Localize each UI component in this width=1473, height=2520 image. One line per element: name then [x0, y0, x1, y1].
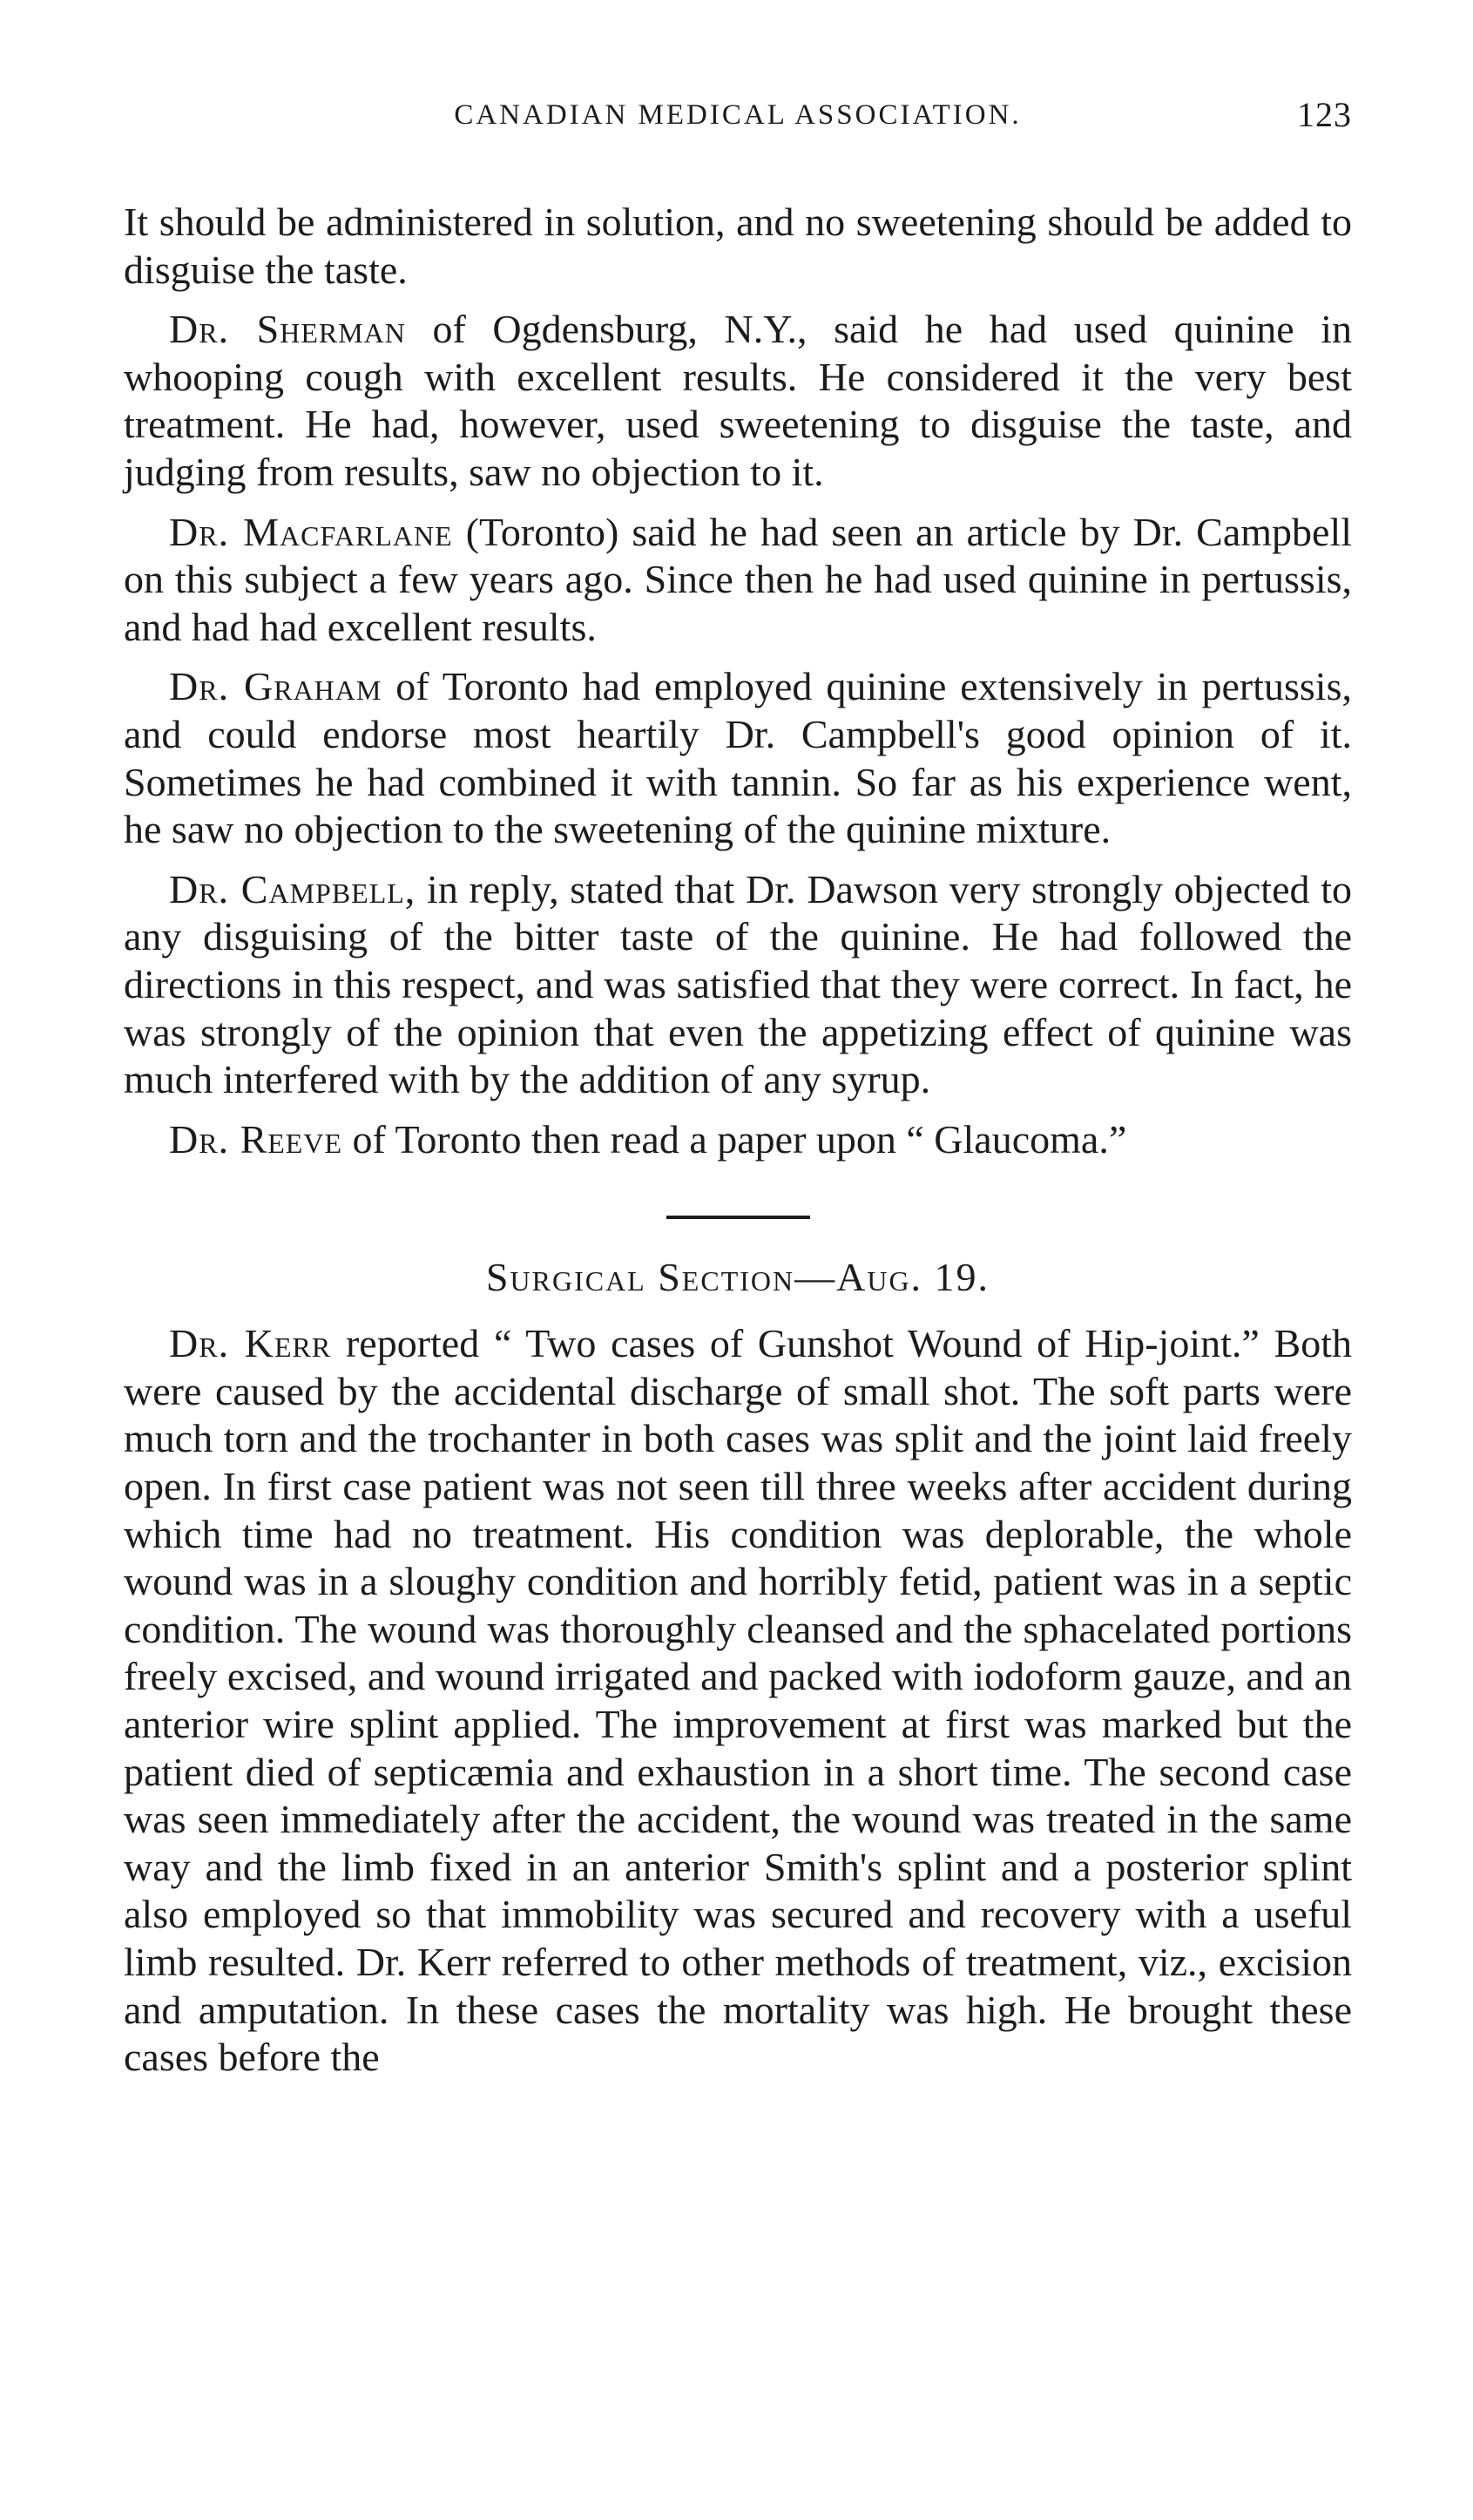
- speaker-name: Dr. Campbell,: [169, 866, 416, 911]
- paragraph-sherman: [124, 306, 1352, 496]
- paragraph-text: of Toronto had employed quinine extensively in pertussis, and could endorse most heartily Dr. Campbell's good opinion of it. Sometimes he had combined it with tannin. So far as his experience went, he saw no objection to the sweetening of the quinine mixture.: [124, 664, 1352, 852]
- speaker-name: Dr. Macfarlane: [169, 509, 453, 554]
- paragraph-campbell: [124, 866, 1352, 1104]
- paragraph-graham: [124, 663, 1352, 853]
- page-number: 123: [1297, 95, 1352, 134]
- paragraph-text: (Toronto) said he had seen an article by Dr. Campbell on this subject a few years ago. Since then he had used quinine in pertussis, and had had excellent results.: [124, 509, 1352, 649]
- speaker-name: Dr. Sherman: [169, 307, 406, 352]
- running-title: CANADIAN MEDICAL ASSOCIATION.: [454, 99, 1022, 131]
- paragraph-text: in reply, stated that Dr. Dawson very strongly objected to any disguising of the bitter taste of the quinine. He had followed the directions in this respect, and was satisfied that they were correct. In fact, he was strongly of the opinion that even the appetizing effect of quinine was much interfered with by the addition of any syrup.: [124, 866, 1352, 1102]
- speaker-name: Dr. Reeve: [169, 1116, 342, 1162]
- section-divider: [666, 1216, 810, 1219]
- paragraph-text: of Ogdensburg, N.Y., said he had used quinine in whooping cough with excellent results. He considered it the very best treatment. He had, however, used sweetening to disguise the taste, and judging from results, saw no objection to it.: [124, 307, 1352, 494]
- paragraph-reeve: [124, 1116, 1352, 1164]
- running-header: [124, 94, 1352, 146]
- body-text: [124, 199, 1352, 2082]
- section-heading: Surgical Section—Aug. 19.: [485, 1255, 990, 1300]
- speaker-name: Dr. Graham: [169, 664, 382, 709]
- speaker-name: Dr. Kerr: [169, 1321, 332, 1366]
- paragraph-text: of Toronto then read a paper upon “ Glaucoma.”: [342, 1116, 1127, 1162]
- paragraph-macfarlane: [124, 509, 1352, 652]
- paragraph-continuation: [124, 199, 1352, 294]
- paragraph-text: It should be administered in solution, and no sweetening should be added to disguise the taste.: [124, 200, 1352, 292]
- paragraph-text: reported “ Two cases of Gunshot Wound of Hip-joint.” Both were caused by the accidental discharge of small shot. The soft parts were much torn and the trochanter in both cases was split and the joint laid freely open. In first case patient was not seen till three weeks after accident during which time had no treatment. His condition was deplorable, the whole wound was in a sloughy condition and horribly fetid, patient was in a septic condition. The wound was thoroughly cleansed and the sphacelated portions freely excised, and wound irrigated and packed with iodoform gauze, and an anterior wire splint applied. The improvement at first was marked but the patient died of septicæmia and exhaustion in a short time. The second case was seen immediately after the accident, the wound was treated in the same way and the limb fixed in an anterior Smith's splint and a posterior splint also employed so that immobility was secured and recovery with a useful limb resulted. Dr. Kerr referred to other methods of treatment, viz., excision and amputation. In these cases the mortality was high. He brought these cases before the: [124, 1321, 1352, 2080]
- book-page: [124, 94, 1352, 2094]
- paragraph-kerr: [124, 1320, 1352, 2082]
